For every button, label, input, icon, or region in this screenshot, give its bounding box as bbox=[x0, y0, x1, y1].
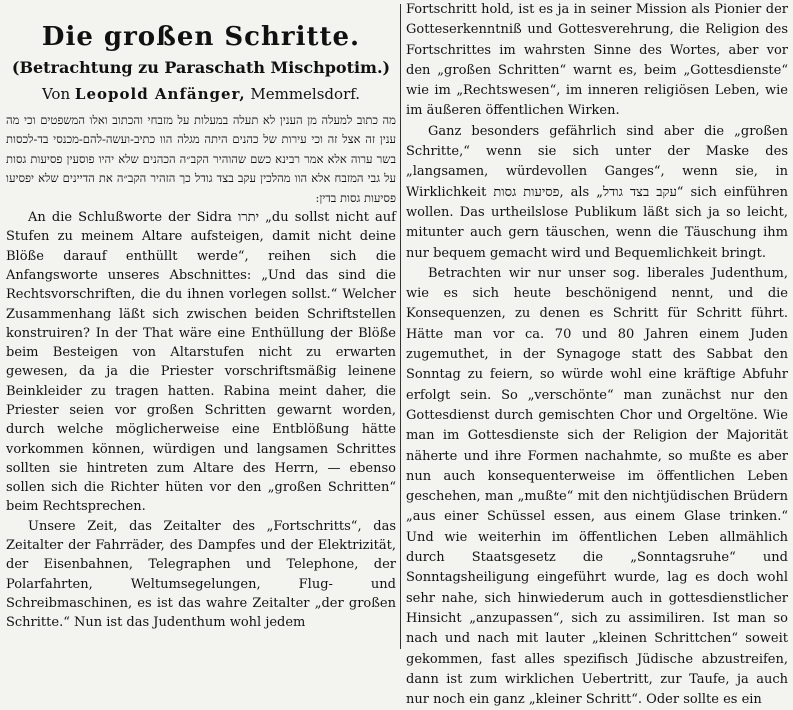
paragraph: An die Schlußworte der Sidra יתרו „du sollst nicht auf Stufen zu meinem Altare aufsteigen, damit nicht deine Blöße darauf enthüllt werde“, reihen sich die Anfangsworte unseres Abschnittes: „Und das sind die Rechtsvorschriften, die du ihnen vorlegen sollst.“ Welcher Zusammenhang läßt sich zwischen beiden Schriftstellen konstruiren? In der That wäre eine Enthüllung der Blöße beim Besteigen von Altarstufen nicht zu erwarten gewesen, da ja die Priester vorschriftsmäßig leinene Beinkleider zu tragen hatten. Rabina meint daher, die Priester seien vor großen Schritten gewarnt worden, durch welche möglicherweise eine Entblößung hätte vorkommen können, würdigen und langsamen Schrittes sollten sie hintreten zum Altare des Herrn, — ebenso sollen sich die Richter hüten vor den „großen Schritten“ beim Rechtsprechen. bbox=[6, 210, 396, 515]
byline bbox=[6, 85, 396, 103]
hebrew-quote: מה כתוב למעלה מן הענין לא תעלה במעלות על מזבחי והכתוב ואלו המשפטים וכי מה ענין זה אצל זה וכי עירות של כהנים היתה מגלה הוו כתיב-ועשה-להם-מכנסי בד-לכסות בשר ערוה אלא אמר רבינא כשם שהוהיר הקב״ה הכהנים שלא יהיו פוסעין פסיעות גסות על גבי המזבח אלא הוו מהלכין עקב בצד גודל כך הזהיר הקב״ה את הדיינים שלא יפסיעו פסיעות גסות בדין: bbox=[6, 113, 396, 205]
column-divider bbox=[400, 4, 401, 649]
paragraph: Unsere Zeit, das Zeitalter des „Fortschritts“, das Zeitalter der Fahrräder, des Dampfes und der Elektrizität, der Eisenbahnen, Telegraphen und Telephone, der Polarfahrten, Weltumsegelungen, Flug- und Schreibmaschinen, es ist das wahre Zeitalter „der großen Schritte.“ Nun ist das Judenthum wohl jedem bbox=[6, 518, 396, 631]
author-name: Leopold Anfänger, bbox=[74, 85, 246, 103]
paragraph: Fortschritt hold, ist es ja in seiner Mission als Pionier der Gotteserkenntniß und Gottesverehrung, die Religion des Fortschrittes im wahrsten Sinne des Wortes, aber vor den „großen Schritten“ warnt es, beim „Gottesdienste“ wie im „Rechtswesen“, im inneren religiösen Leben, wie im äußeren öffentlichen Wirken. bbox=[406, 2, 788, 119]
article-title: Die großen Schritte. bbox=[41, 22, 361, 52]
paragraph: Ganz besonders gefährlich sind aber die „großen Schritte,“ wenn sie sich unter der Maske des „langsamen, würdevollen Ganges“, wenn sie, in Wirklichkeit פסיעות גסות, als „עקב בצד גודל“ sich einführen wollen. Das urtheilslose Publikum läßt sich ja so leicht, mitunter auch gern täuschen, wenn die Täuschung ihm nur bequem gemacht wird und Bequemlichkeit bringt. bbox=[406, 123, 788, 261]
right-column bbox=[406, 0, 788, 708]
author-prefix: Von bbox=[41, 85, 71, 103]
author-place: Memmelsdorf. bbox=[250, 85, 361, 103]
paragraph: Betrachten wir nur unser sog. liberales Judenthum, wie es sich heute beschönigend nennt, und die Konsequenzen, zu denen es Schritt für Schritt führt. Hätte man vor ca. 70 und 80 Jahren einem Juden zugemuthet, in der Synagoge statt des Sabbat den Sonntag zu feiern, so würde wohl eine kräftige Abfuhr erfolgt sein. So „verschönte“ man zunächst nur den Gottesdienst durch gemischten Chor und Orgeltöne. Wie man im Gottesdienste sich der Religion der Majorität näherte und ihre Formen nachahmte, so mußte es aber nun auch konsequenterweise im öffentlichen Leben geschehen, man „mußte“ mit den nichtjüdischen Brüdern „aus einer Schüssel essen, aus einem Glase trinken.“ Und wie weiterhin im öffentlichen Leben allmählich durch Staatsgesetz die „Sonntagsruhe“ und Sonntagsheiligung eingeführt wurde, lag es doch wohl sehr nahe, sich hinwiederum auch in gottesdienstlicher Hinsicht „anzupassen“, sich zu assimiliren. Ist man so nach und nach mit lauter „kleinen Schrittchen“ soweit gekommen, fast alles spezifisch Jüdische abzustreifen, dann ist zum wirklichen Uebertritt, zur Taufe, ja auch nur noch ein ganz „kleiner Schritt“. Oder sollte es ein bbox=[406, 265, 788, 708]
left-column bbox=[6, 0, 396, 651]
article-subtitle: (Betrachtung zu Paraschath Mischpotim.) bbox=[11, 58, 391, 77]
